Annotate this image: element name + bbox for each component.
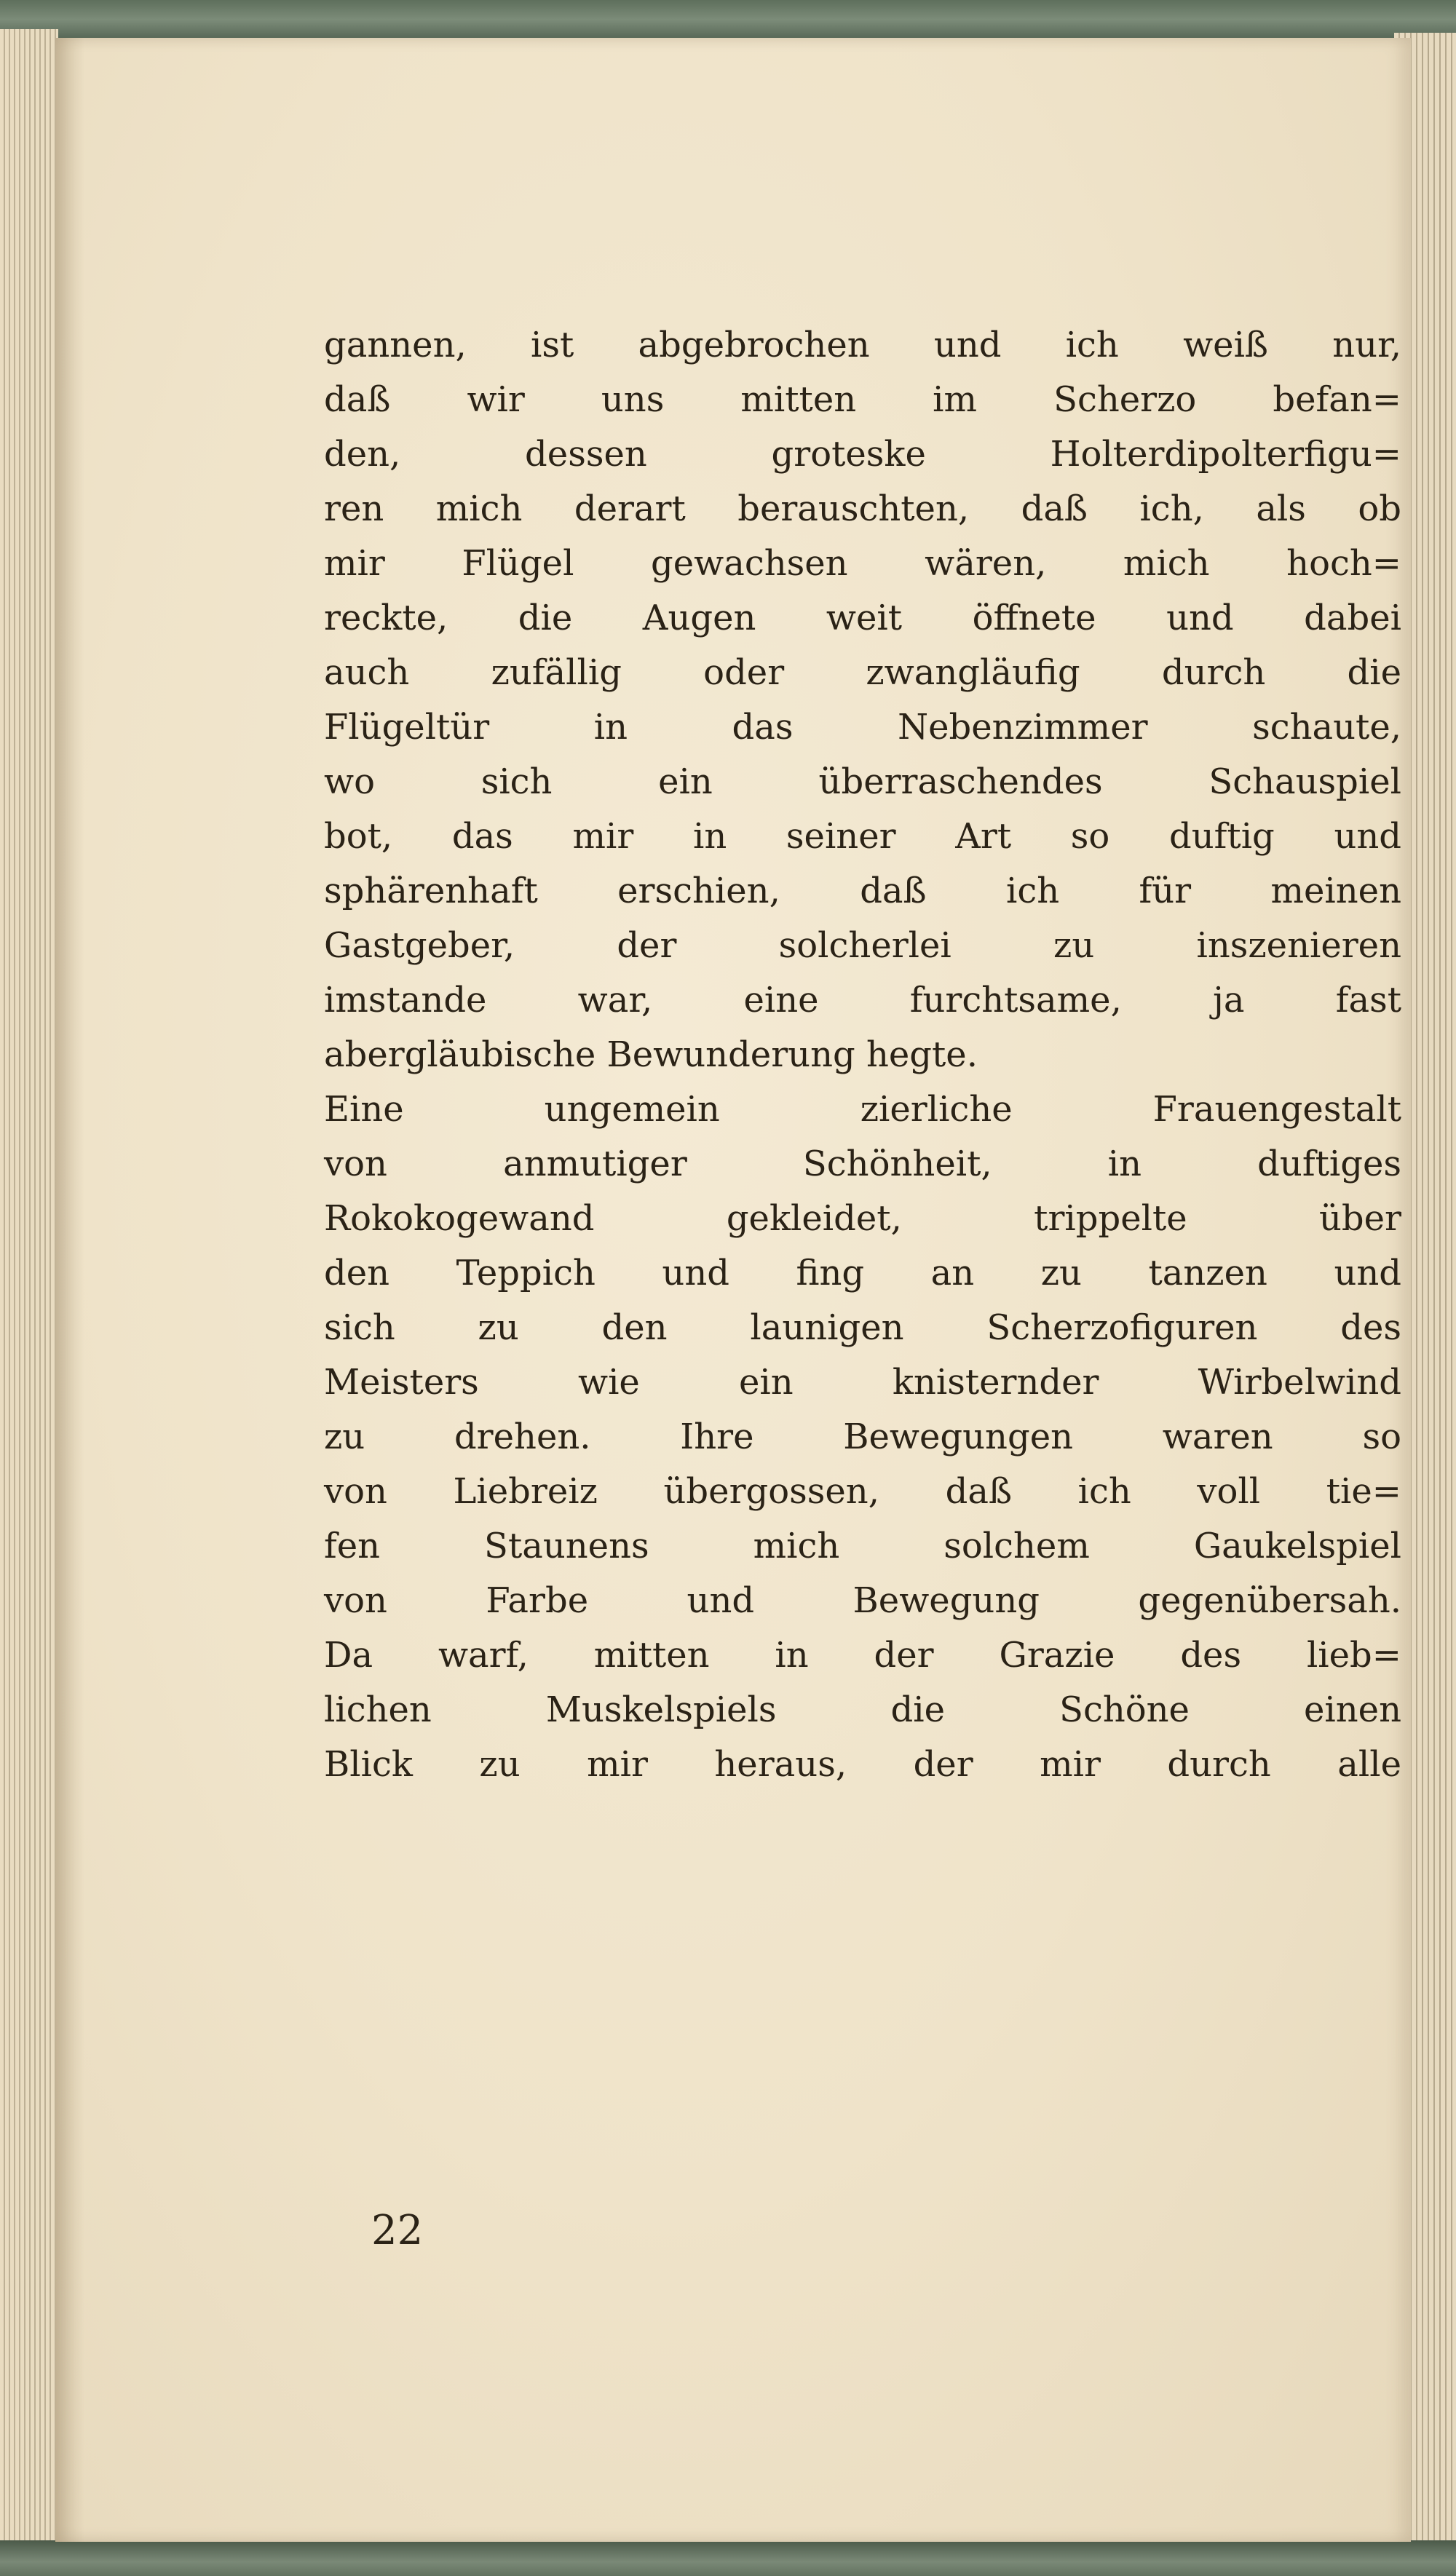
text-line: Eine ungemein zierliche Frauengestalt [324, 1089, 1401, 1130]
text-line: den Teppich und fing an zu tanzen und [324, 1253, 1401, 1293]
text-line: gannen, ist abgebrochen und ich weiß nur, [324, 325, 1401, 365]
text-line: mir Flügel gewachsen wären, mich hoch= [324, 543, 1401, 584]
text-line: Gastgeber, der solcherlei zu inszenieren [324, 925, 1401, 966]
text-line: wo sich ein überraschendes Schauspiel [324, 761, 1401, 802]
text-line: Flügeltür in das Nebenzimmer schaute, [324, 707, 1401, 748]
text-line: Blick zu mir heraus, der mir durch alle [324, 1744, 1401, 1785]
text-line: Meisters wie ein knisternder Wirbelwind [324, 1362, 1401, 1403]
text-line: bot, das mir in seiner Art so duftig und [324, 816, 1401, 857]
text-line: abergläubische Bewunderung hegte. [324, 1034, 978, 1075]
text-line: von Liebreiz übergossen, daß ich voll tie= [324, 1471, 1401, 1512]
text-line: sphärenhaft erschien, daß ich für meinen [324, 871, 1401, 911]
text-line: sich zu den launigen Scherzofiguren des [324, 1307, 1401, 1348]
gutter-shadow [55, 38, 84, 2542]
text-line: daß wir uns mitten im Scherzo befan= [324, 379, 1401, 420]
text-line: lichen Muskelspiels die Schöne einen [324, 1689, 1401, 1730]
text-line: von Farbe und Bewegung gegenübersah. [324, 1580, 1401, 1621]
text-line: auch zufällig oder zwangläufig durch die [324, 652, 1401, 693]
text-line: fen Staunens mich solchem Gaukelspiel [324, 1526, 1401, 1566]
left-page-edges [0, 29, 58, 2548]
book-cover-top-edge [0, 0, 1456, 44]
text-line: Rokokogewand gekleidet, trippelte über [324, 1198, 1401, 1239]
text-line: imstande war, eine furchtsame, ja fast [324, 980, 1401, 1021]
text-line: von anmutiger Schönheit, in duftiges [324, 1144, 1401, 1184]
body-text [324, 318, 1401, 1792]
text-line: reckte, die Augen weit öffnete und dabei [324, 598, 1401, 638]
text-line: den, dessen groteske Holterdipolterfigu= [324, 434, 1401, 475]
page-number: 22 [371, 2207, 424, 2254]
text-line: zu drehen. Ihre Bewegungen waren so [324, 1416, 1401, 1457]
book-cover-bottom-edge [0, 2540, 1456, 2576]
text-line: Da warf, mitten in der Grazie des lieb= [324, 1635, 1401, 1676]
text-line: ren mich derart berauschten, daß ich, als ob [324, 488, 1401, 529]
